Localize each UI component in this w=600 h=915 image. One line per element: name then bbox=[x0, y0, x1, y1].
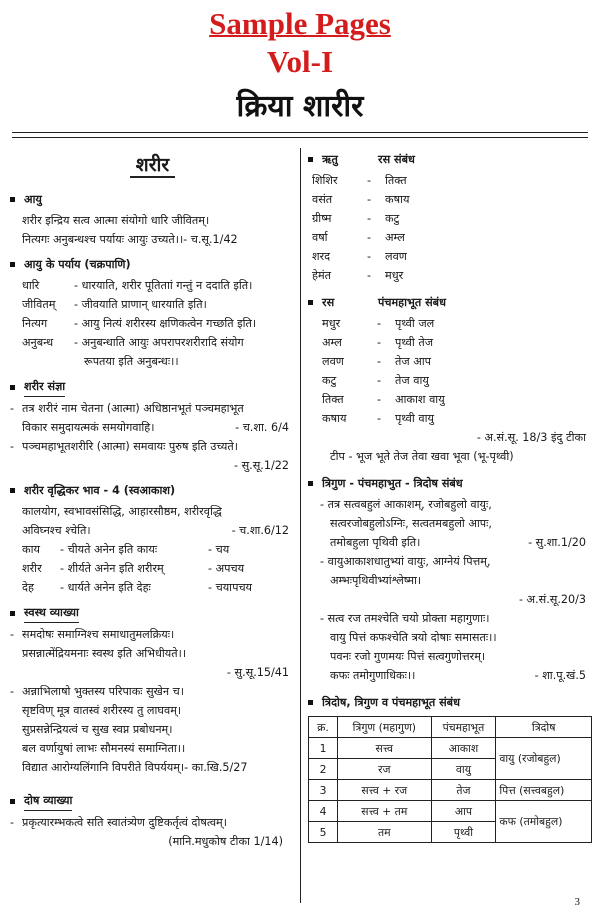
table-cell: कफ (तमोबहुल) bbox=[496, 801, 592, 843]
text-line: शरीर इन्द्रिय सत्व आत्मा संयोगो धारि जीवितम्। bbox=[22, 214, 210, 227]
ritu-row: शिशिर - तिक्त bbox=[312, 174, 407, 187]
paryaya-row: धारि - धारयाति, शरीर पूतिताां गन्तुं न ददाति इति। bbox=[22, 279, 253, 292]
left-column bbox=[10, 150, 295, 851]
reference: - सु.सू.15/41 bbox=[226, 666, 289, 679]
right-column bbox=[308, 150, 592, 843]
section-rasa-mahabhuta bbox=[308, 293, 592, 466]
kaya-row: काय - चीयते अनेन इति कायः - चय bbox=[22, 543, 230, 556]
rasa-row: मधुर - पृथ्वी जल bbox=[322, 317, 435, 330]
text-line: वायु पित्तं कफश्चेति त्रयो दोषाः समासतः।। bbox=[330, 631, 497, 644]
reference: (मानि.मधुकोष टीका 1/14) bbox=[168, 835, 283, 848]
text-line: - सत्व रज तमश्चेति चयो प्रोक्ता महागुणाः। bbox=[320, 612, 490, 625]
section-heading: शरीर संज्ञा bbox=[10, 377, 295, 397]
bullet-icon bbox=[10, 799, 15, 804]
table-cell: वायु (रजोबहुल) bbox=[496, 738, 592, 780]
section-heading: ऋतु रस संबंध bbox=[308, 150, 592, 169]
table-header-row bbox=[309, 717, 592, 738]
ritu-row: शरद - लवण bbox=[312, 250, 407, 263]
text-line: विद्यात आरोग्यलिंगानि विपरीते विपर्ययम्।- का.खि.5/27 bbox=[22, 761, 248, 774]
bullet-icon bbox=[308, 700, 313, 705]
table-header: पंचमहाभूत bbox=[431, 717, 496, 738]
table-cell: आकाश bbox=[431, 738, 496, 759]
ritu-row: ग्रीष्म - कटु bbox=[312, 212, 400, 225]
table-cell: सत्त्व + रज bbox=[338, 780, 432, 801]
header-rule-bottom bbox=[12, 137, 588, 138]
text-line: पवनः रजो गुणमयः पित्तं सत्वगुणोत्तरम्। bbox=[330, 650, 486, 663]
text-line: - तत्र शरीरं नाम चेतना (आत्मा) अधिष्ठानभूतं पञ्चमहाभूत bbox=[10, 402, 244, 415]
table-cell: रज bbox=[338, 759, 432, 780]
book-title: क्रिया शारीर bbox=[236, 89, 364, 124]
text-line: - अन्नाभिलाषो भुक्तस्य परिपाकः सुखेन च। bbox=[10, 685, 184, 698]
text-line: प्रसन्नात्मेंद्रियमनाः स्वस्थ इति अभिधीयते।। bbox=[22, 647, 187, 660]
table-row bbox=[309, 738, 592, 759]
text-line: - तत्र सत्वबहुलं आकाशम्, रजोबहुलो वायुः, bbox=[320, 498, 492, 511]
section-heading: त्रिगुण - पंचमहाभुत - त्रिदोष संबंध bbox=[308, 474, 592, 493]
column-divider bbox=[300, 148, 301, 903]
text-line: कालयोग, स्वभावसंसिद्धि, आहारसौष्ठम, शरीरवृद्धि bbox=[22, 505, 222, 518]
section-heading: शरीर वृद्धिकर भाव - 4 (स्वआकाश) bbox=[10, 481, 295, 500]
page-number: 3 bbox=[574, 896, 580, 908]
section-heading: आयु bbox=[10, 190, 295, 209]
relation-table bbox=[308, 716, 592, 843]
text-line: सत्वरजोबहुलोऽग्निः, सत्वतमबहुलो आपः, bbox=[330, 517, 492, 530]
text-line: - पञ्चमहाभूतशरीरि (आत्मा) समवायः पुरुष इति उच्यते। bbox=[10, 440, 238, 453]
rasa-row: अम्ल - पृथ्वी तेज bbox=[322, 336, 434, 349]
bullet-icon bbox=[10, 197, 15, 202]
table-cell: 1 bbox=[309, 738, 338, 759]
sample-pages-title: Sample Pages bbox=[209, 6, 391, 41]
text-line: सुप्रसन्नेन्द्रियत्वं च सुख स्वप्न प्रबोधनम्। bbox=[22, 723, 173, 736]
reference: - अ.सं.सू.20/3 bbox=[518, 593, 586, 606]
paryaya-row: जीवितम् - जीवयाति प्राणान् धारयाति इति। bbox=[22, 298, 207, 311]
ritu-row: वसंत - कषाय bbox=[312, 193, 410, 206]
table-cell: तेज bbox=[431, 780, 496, 801]
rasa-row: तिक्त - आकाश वायु bbox=[322, 393, 445, 406]
kaya-row: देह - धार्यते अनेन इति देहः - चयापचय bbox=[22, 581, 253, 594]
table-cell: सत्त्व bbox=[338, 738, 432, 759]
section-ritu-rasa bbox=[308, 150, 592, 285]
text-line: - समदोषः समाग्निश्च समाधातुमलक्रियः। bbox=[10, 628, 175, 641]
table-cell: आप bbox=[431, 801, 496, 822]
bullet-icon bbox=[308, 481, 313, 486]
text-line: नित्यगः अनुबन्धश्च पर्यायः आयुः उच्यते।।- च.सू.1/42 bbox=[22, 233, 238, 246]
table-cell: वायु bbox=[431, 759, 496, 780]
rasa-row: कषाय - पृथ्वी वायु bbox=[322, 412, 434, 425]
section-heading: दोष व्याख्या bbox=[10, 791, 295, 811]
text-line: अविघ्नश्च श्चेति। - च.शा.6/12 bbox=[22, 524, 289, 537]
section-relation-table bbox=[308, 693, 592, 843]
kaya-row: शरीर - शीर्यते अनेन इति शरीरम् - अपचय bbox=[22, 562, 245, 575]
bullet-icon bbox=[10, 385, 15, 390]
reference: - सु.सू.1/22 bbox=[234, 459, 289, 472]
table-row bbox=[309, 801, 592, 822]
text-line: अम्भःपृथिवीभ्यांश्लेष्मा। bbox=[330, 574, 422, 587]
text-line: सृष्टविण् मूत्र वातस्वं शरीरस्य तु लाघवम्। bbox=[22, 704, 182, 717]
table-cell: 5 bbox=[309, 822, 338, 843]
section-heading: आयु के पर्याय (चक्रपाणि) bbox=[10, 255, 295, 274]
text-line: - वायुआकाशधातुभ्यां वायुः, आग्नेयं पित्तम्, bbox=[320, 555, 491, 568]
section-heading: त्रिदोष, त्रिगुण व पंचमहाभूत संबंध bbox=[308, 693, 592, 712]
bullet-icon bbox=[10, 488, 15, 493]
table-cell: पित्त (सत्त्वबहुल) bbox=[496, 780, 592, 801]
section-triguna bbox=[308, 474, 592, 685]
text-line: तमोबहुला पृथिवी इति। - सु.शा.1/20 bbox=[330, 536, 586, 549]
paryaya-row: नित्यग - आयु नित्यं शरीरस्य क्षणिकत्वेन गच्छति इति। bbox=[22, 317, 257, 330]
bullet-icon bbox=[10, 262, 15, 267]
left-column-title: शरीर bbox=[10, 150, 295, 180]
note-line: टीप - भूज भूते तेज तेवा खवा भूवा (भू-पृथ्वी) bbox=[330, 450, 514, 463]
text-line: - प्रकृत्यारम्भकत्वे सति स्वातंत्र्येण दुष्टिकर्तृत्वं दोषत्वम्। bbox=[10, 816, 227, 829]
reference: - अ.सं.सू. 18/3 इंदु टीका bbox=[476, 431, 586, 444]
text-line: बल वर्णायुषां लाभः सौमनस्यं समाग्निता।। bbox=[22, 742, 186, 755]
table-cell: पृथ्वी bbox=[431, 822, 496, 843]
table-header: क्र. bbox=[309, 717, 338, 738]
paryaya-row: अनुबन्ध - अनुबन्धाति आयुः अपरापरशरीरादि संयोग bbox=[22, 336, 244, 349]
table-cell: 2 bbox=[309, 759, 338, 780]
table-cell: 4 bbox=[309, 801, 338, 822]
rasa-row: कटु - तेज वायु bbox=[322, 374, 429, 387]
volume-title: Vol-I bbox=[266, 44, 334, 79]
section-heading: स्वस्थ व्याख्या bbox=[10, 603, 295, 623]
section-ayu bbox=[10, 190, 295, 249]
bullet-icon bbox=[308, 157, 313, 162]
text-line: कफः तमोगुणाधिकः।। - शा.पू.खं.5 bbox=[330, 669, 586, 682]
ritu-row: वर्षा - अम्ल bbox=[312, 231, 405, 244]
table-header: त्रिगुण (महागुण) bbox=[338, 717, 432, 738]
text-line: विकार समुदायत्मकं समयोगवाहि। - च.शा. 6/4 bbox=[22, 421, 289, 434]
section-vriddhikar-bhav bbox=[10, 481, 295, 597]
section-swastha bbox=[10, 603, 295, 777]
table-cell: तम bbox=[338, 822, 432, 843]
rasa-row: लवण - तेज आप bbox=[322, 355, 432, 368]
table-cell: सत्त्व + तम bbox=[338, 801, 432, 822]
bullet-icon bbox=[308, 300, 313, 305]
table-header: त्रिदोष bbox=[496, 717, 592, 738]
text-line: रूपतया इति अनुबन्धः।। bbox=[84, 355, 179, 368]
ritu-row: हेमंत - मधुर bbox=[312, 269, 404, 282]
table-cell: 3 bbox=[309, 780, 338, 801]
section-sharir-sanjna bbox=[10, 377, 295, 475]
section-ayu-paryaya bbox=[10, 255, 295, 371]
bullet-icon bbox=[10, 611, 15, 616]
header-rule-top bbox=[12, 132, 588, 133]
section-dosha bbox=[10, 791, 295, 851]
section-heading: रस पंचमहाभूत संबंध bbox=[308, 293, 592, 312]
table-row bbox=[309, 780, 592, 801]
